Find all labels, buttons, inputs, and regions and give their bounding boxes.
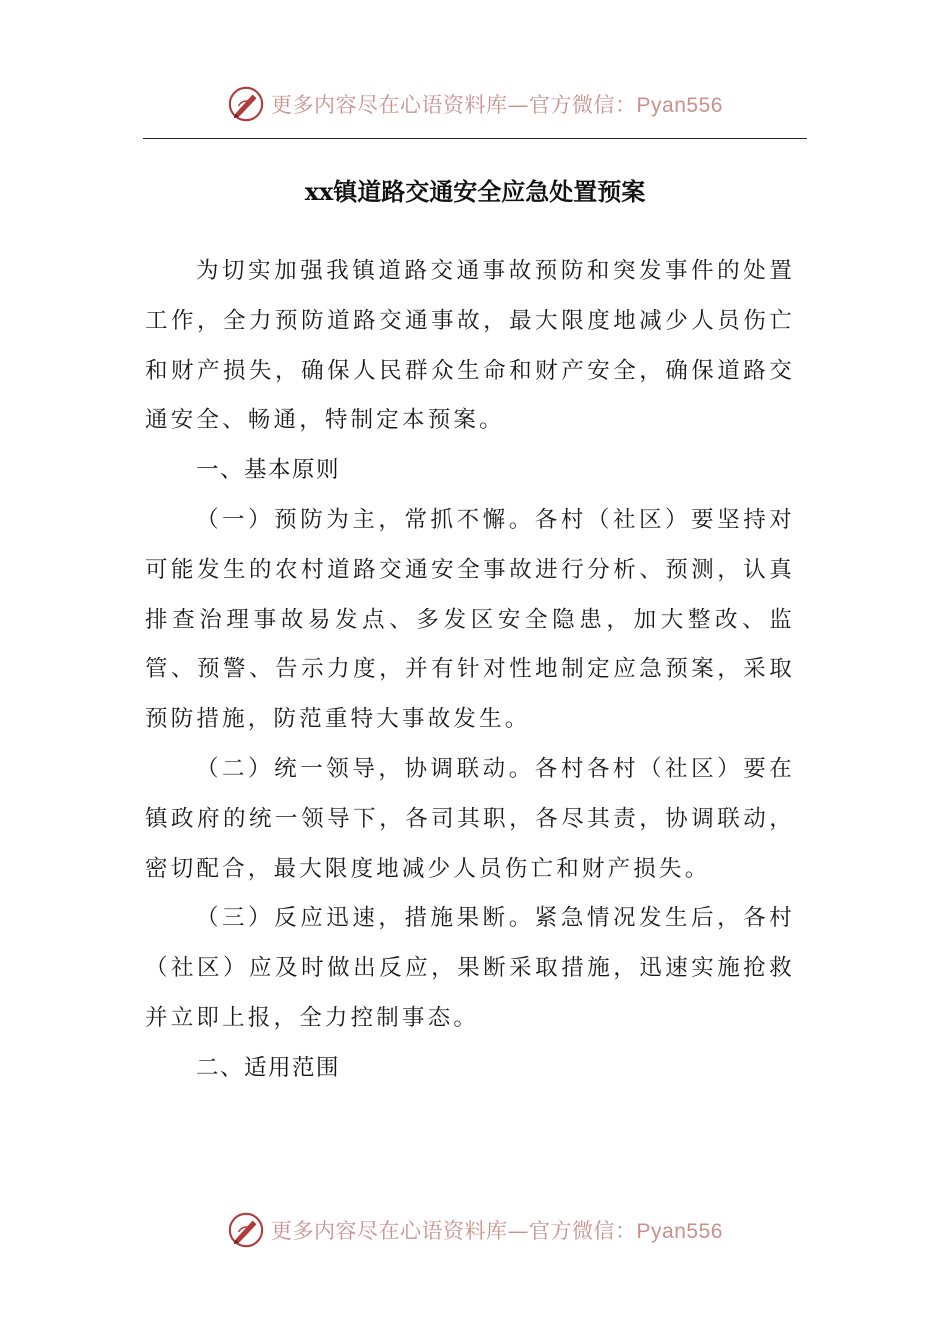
document-title: xx镇道路交通安全应急处置预案	[304, 177, 646, 206]
section-heading-scope: 二、适用范围	[196, 1054, 341, 1081]
principle-item-2: （二）统一领导，协调联动。各村各村（社区）要在镇政府的统一领导下，各司其职，各尽其责，协调联动，密切配合，最大限度地减少人员伤亡和财产损失。	[145, 755, 795, 882]
footer-banner-text: 更多内容尽在心语资料库—官方微信：Pyan556	[271, 1219, 723, 1243]
pen-logo-icon	[227, 1211, 265, 1249]
document-body	[145, 247, 795, 1094]
section-heading-principles: 一、基本原则	[196, 457, 341, 484]
intro-paragraph: 为切实加强我镇道路交通事故预防和突发事件的处置工作，全力预防道路交通事故，最大限度地减少人员伤亡和财产损失，确保人民群众生命和财产安全，确保道路交通安全、畅通，特制定本预案。	[145, 258, 795, 434]
header-banner-inner	[227, 85, 723, 123]
header-divider	[143, 138, 807, 139]
header-banner-text: 更多内容尽在心语资料库—官方微信：Pyan556	[271, 93, 723, 117]
header-banner	[0, 82, 950, 126]
footer-banner	[0, 1208, 950, 1252]
principle-item-1: （一）预防为主，常抓不懈。各村（社区）要坚持对可能发生的农村道路交通安全事故进行分析、预测，认真排查治理事故易发点、多发区安全隐患，加大整改、监管、预警、告示力度，并有针对性地制定应急预案，采取预防措施，防范重特大事故发生。	[145, 506, 795, 733]
footer-banner-inner	[227, 1211, 723, 1249]
pen-logo-icon	[227, 85, 265, 123]
principle-item-3: （三）反应迅速，措施果断。紧急情况发生后，各村（社区）应及时做出反应，果断采取措施，迅速实施抢救并立即上报，全力控制事态。	[145, 905, 795, 1031]
